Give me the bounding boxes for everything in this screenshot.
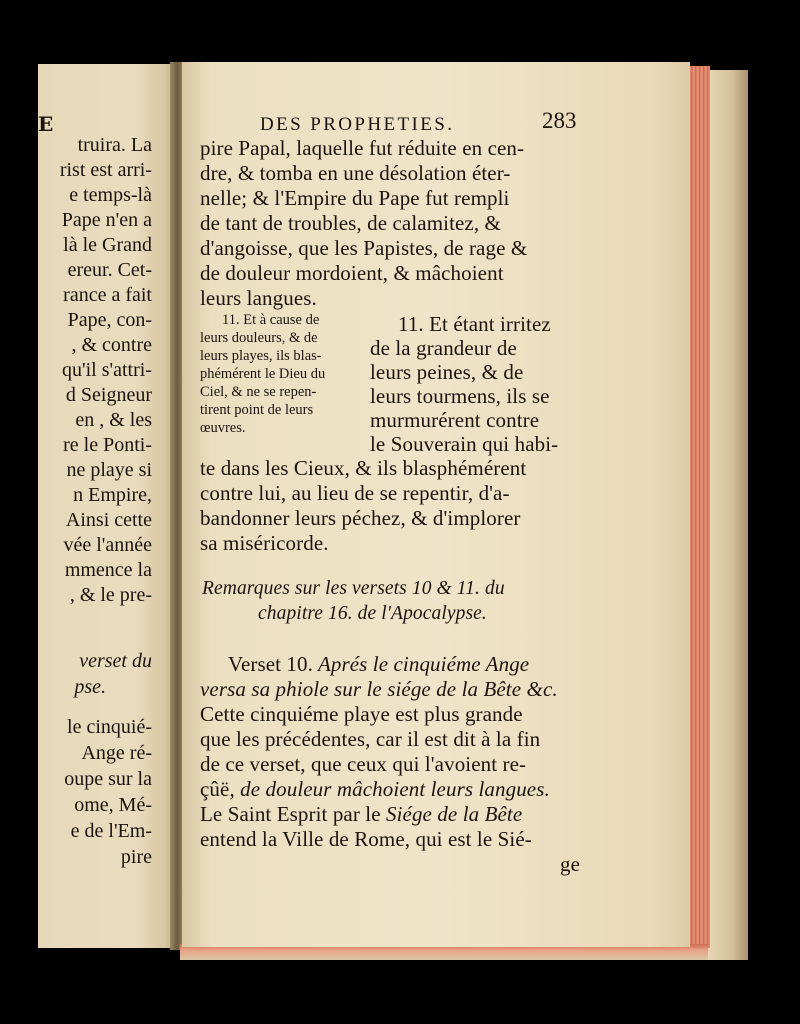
quote: Aprés le cinquiéme Ange	[312, 652, 530, 676]
text-line: dre, & tomba en une désolation éter-	[200, 161, 511, 185]
commentary-line: Cette cinquiéme playe est plus grande	[200, 702, 523, 726]
left-line: oupe sur la	[64, 768, 152, 790]
text-line: leurs tourmens, ils se	[370, 384, 550, 408]
commentary-line: que les précédentes, car il est dit à la fin	[200, 727, 541, 751]
left-line: Pape, con-	[67, 309, 152, 331]
left-line: e temps-là	[69, 184, 152, 206]
left-line: Pape n'en a	[61, 209, 152, 231]
commentary-line: entend la Ville de Rome, qui est le Sié-	[200, 827, 532, 851]
left-line: verset du	[79, 650, 152, 672]
left-line: e de l'Em-	[70, 820, 152, 842]
commentary-line: versa sa phiole sur le siége de la Bête &c.	[200, 677, 558, 701]
left-line: d Seigneur	[65, 384, 152, 406]
remarks-heading: chapitre 16. de l'Apocalypse.	[258, 603, 487, 624]
left-line: , & le pre-	[69, 584, 152, 606]
text-line: de tant de troubles, de calamitez, &	[200, 211, 501, 235]
red-page-edges	[688, 66, 710, 948]
text-line: leurs langues.	[200, 286, 317, 310]
margin-verse-line: tirent point de leurs	[200, 402, 314, 418]
text-line: pire Papal, laquelle fut réduite en cen-	[200, 136, 525, 160]
text-line: d'angoisse, que les Papistes, de rage &	[200, 236, 528, 260]
left-line: rance a fait	[63, 284, 152, 306]
left-line: Ange ré-	[81, 742, 152, 764]
margin-verse-line: œuvres.	[200, 420, 246, 436]
commentary-line	[200, 777, 550, 802]
text-line: sa miséricorde.	[200, 531, 329, 555]
left-line: vée l'année	[63, 534, 152, 556]
text-line: murmurérent contre	[370, 408, 540, 432]
text-line: le Souverain qui habi-	[370, 432, 559, 456]
text-line: bandonner leurs péchez, & d'implorer	[200, 506, 521, 530]
text-line: de douleur mordoient, & mâchoient	[200, 261, 504, 285]
left-line: là le Grand	[63, 234, 152, 256]
text-span: Le Saint Esprit par le	[200, 802, 381, 826]
margin-verse-line: leurs playes, ils blas-	[200, 348, 322, 364]
margin-verse-line: phémérent le Dieu du	[200, 366, 326, 382]
left-line: en , & les	[75, 409, 152, 431]
verse-ref: Verset 10.	[228, 652, 313, 676]
quote: Siége de la Bête	[380, 802, 523, 826]
page-number: 283	[542, 108, 577, 133]
left-line: rist est arri-	[59, 159, 152, 181]
text-line: 11. Et étant irritez	[398, 312, 551, 336]
left-line: n Empire,	[73, 484, 152, 506]
left-line: qu'il s'attri-	[62, 359, 152, 381]
left-line: Ainsi cette	[65, 509, 152, 531]
commentary-line	[228, 652, 529, 677]
left-line: , & contre	[71, 334, 152, 356]
text-line: leurs peines, & de	[370, 360, 524, 384]
catchword: ge	[560, 852, 581, 876]
book-cover-edge	[708, 70, 748, 960]
left-line: le cinquié-	[67, 716, 152, 738]
commentary-line: de ce verset, que ceux qui l'avoient re-	[200, 752, 527, 776]
remarks-heading: Remarques sur les versets 10 & 11. du	[202, 578, 505, 599]
commentary-line	[200, 802, 522, 827]
quote: de douleur mâchoient leurs langues.	[234, 777, 550, 801]
left-line: pire	[120, 846, 152, 868]
text-line: contre lui, au lieu de se repentir, d'a-	[200, 481, 510, 505]
left-line: ome, Mé-	[74, 794, 152, 816]
text-line: te dans les Cieux, & ils blasphémérent	[200, 456, 527, 480]
left-line: ne playe si	[66, 459, 152, 481]
left-line: ereur. Cet-	[67, 259, 152, 281]
right-page	[182, 62, 690, 947]
margin-verse-line: 11. Et à cause de	[222, 312, 320, 328]
running-head: DES PROPHETIES.	[260, 114, 455, 135]
left-line: re le Ponti-	[63, 434, 152, 456]
left-running-head: E	[38, 112, 55, 136]
margin-verse-line: leurs douleurs, & de	[200, 330, 318, 346]
text-line: nelle; & l'Empire du Pape fut rempli	[200, 186, 510, 210]
left-line: pse.	[74, 676, 106, 698]
left-line: truira. La	[77, 134, 152, 156]
left-page	[38, 64, 176, 948]
left-line: mmence la	[64, 559, 152, 581]
margin-verse-line: Ciel, & ne se repen-	[200, 384, 317, 400]
text-span: çûë,	[200, 777, 235, 801]
text-line: de la grandeur de	[370, 336, 517, 360]
